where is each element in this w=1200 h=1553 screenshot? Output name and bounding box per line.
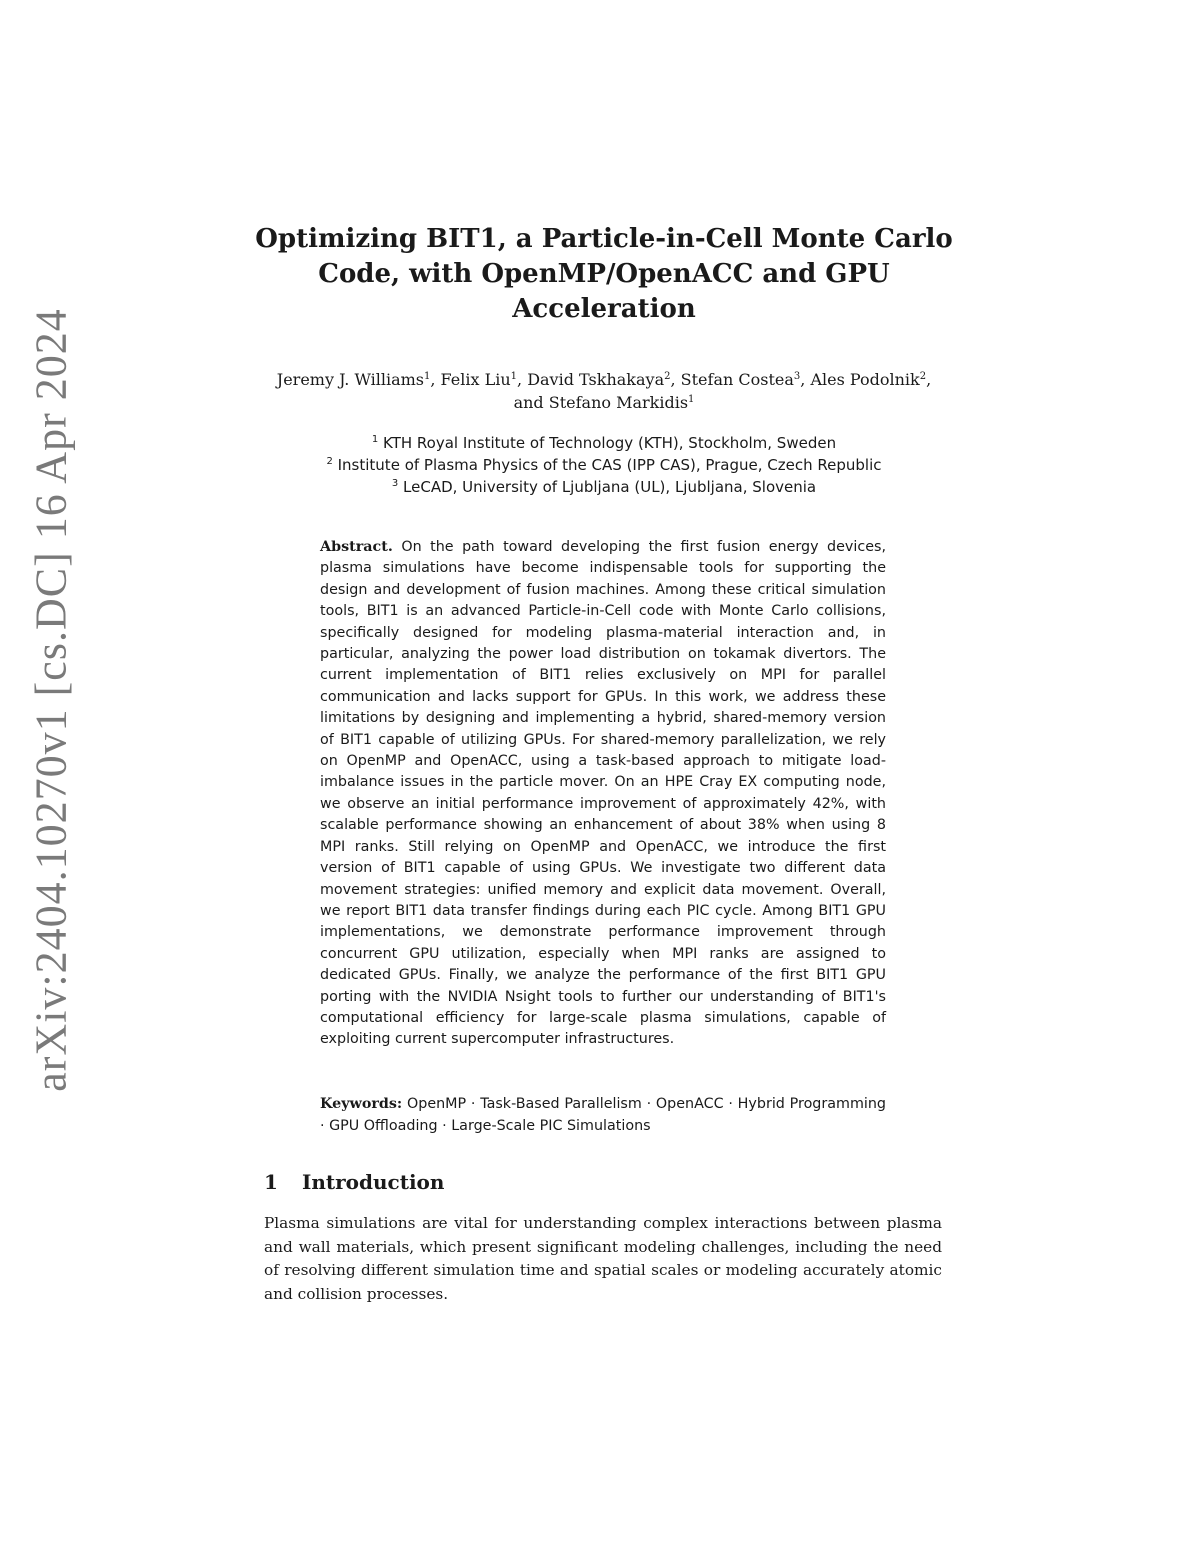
- keyword-separator: ·: [641, 1096, 656, 1112]
- keywords-label: Keywords:: [320, 1096, 403, 1112]
- keywords: [320, 1093, 886, 1137]
- author-name: Felix Liu: [440, 370, 511, 389]
- abstract-label: Abstract.: [320, 539, 393, 555]
- author-affiliation-mark: 1: [510, 371, 518, 382]
- author-name: Ales Podolnik: [810, 370, 920, 389]
- keyword: Task-Based Parallelism: [480, 1096, 642, 1112]
- author-separator: ,: [430, 370, 441, 389]
- keyword-separator: ·: [437, 1118, 452, 1134]
- affiliation-text: Institute of Plasma Physics of the CAS (IPP CAS), Prague, Czech Republic: [332, 456, 882, 474]
- author-separator: ,: [800, 370, 811, 389]
- author-list: [270, 368, 938, 414]
- affiliation-number: 1: [371, 434, 379, 445]
- author-affiliation-mark: 3: [793, 371, 801, 382]
- author-affiliation-mark: 2: [919, 371, 927, 382]
- affiliation: [270, 432, 938, 454]
- affiliation-text: KTH Royal Institute of Technology (KTH), Stockholm, Sweden: [378, 434, 837, 452]
- section-number: 1: [264, 1170, 278, 1194]
- author-separator: ,: [670, 370, 681, 389]
- author-separator: ,: [517, 370, 528, 389]
- keyword: GPU Offloading: [329, 1118, 438, 1134]
- author-name: Jeremy J. Williams: [276, 370, 424, 389]
- section-heading-introduction: [264, 1168, 444, 1196]
- keyword-separator: ·: [466, 1096, 481, 1112]
- section-title: Introduction: [302, 1170, 445, 1194]
- affiliation: [270, 476, 938, 498]
- keyword: Hybrid Programming: [737, 1096, 886, 1112]
- affiliation-list: [270, 432, 938, 498]
- author-name: Stefan Costea: [680, 370, 794, 389]
- author-affiliation-mark: 2: [664, 371, 671, 382]
- affiliation-text: LeCAD, University of Ljubljana (UL), Ljubljana, Slovenia: [398, 478, 817, 496]
- author-affiliation-mark: 1: [688, 394, 695, 405]
- keyword: Large-Scale PIC Simulations: [451, 1118, 651, 1134]
- abstract-text: On the path toward developing the first fusion energy devices, plasma simulations have become indispensable tools for supporting the design and development of fusion machines. Among these critical simulation tools, BIT1 is an advanced Particle-in-Cell code with Monte Carlo collisions, specifically designed for modeling plasma-material interaction and, in particular, analyzing the power load distribution on tokamak divertors. The current implementation of BIT1 relies exclusively on MPI for parallel communication and lacks support for GPUs. In this work, we address these limitations by designing and implementing a hybrid, shared-memory version of BIT1 capable of utilizing GPUs. For shared-memory parallelization, we rely on OpenMP and OpenACC, using a task-based approach to mitigate load-imbalance issues in the particle mover. On an HPE Cray EX computing node, we observe an initial performance improvement of approximately 42%, with scalable performance showing an enhancement of about 38% when using 8 MPI ranks. Still relying on OpenMP and OpenACC, we introduce the first version of BIT1 capable of using GPUs. We investigate two different data movement strategies: unified memory and explicit data movement. Overall, we report BIT1 data transfer findings during each PIC cycle. Among BIT1 GPU implementations, we demonstrate performance improvement through concurrent GPU utilization, especially when MPI ranks are assigned to dedicated GPUs. Finally, we analyze the performance of the first BIT1 GPU porting with the NVIDIA Nsight tools to further our understanding of BIT1's computational efficiency for large-scale plasma simulations, capable of exploiting current supercomputer infrastructures.: [320, 539, 887, 1048]
- affiliation: [270, 454, 938, 476]
- author-affiliation-mark: 1: [424, 371, 431, 382]
- affiliation-number: 2: [326, 456, 333, 467]
- arxiv-identifier-text: arXiv:2404.10270v1 [cs.DC] 16 Apr 2024: [26, 308, 76, 1092]
- affiliation-number: 3: [391, 478, 399, 489]
- abstract: [320, 537, 886, 1051]
- keyword-separator: ·: [723, 1096, 738, 1112]
- keyword: OpenMP: [406, 1096, 467, 1112]
- keyword-separator: ·: [320, 1118, 330, 1134]
- introduction-paragraph: Plasma simulations are vital for understanding complex interactions between plasma and wall materials, which present significant modeling challenges, including the need of resolving different simulation time and spatial scales or modeling accurately atomic and collision processes.: [264, 1214, 942, 1303]
- paper-title: Optimizing BIT1, a Particle-in-Cell Monte Carlo Code, with OpenMP/OpenACC and GPU Acceleration: [255, 224, 953, 324]
- author-name: Stefano Markidis: [548, 393, 689, 412]
- keywords-list: [320, 1096, 886, 1134]
- keyword: OpenACC: [655, 1096, 724, 1112]
- author-name: David Tskhakaya: [527, 370, 665, 389]
- author-separator: , and: [513, 370, 932, 412]
